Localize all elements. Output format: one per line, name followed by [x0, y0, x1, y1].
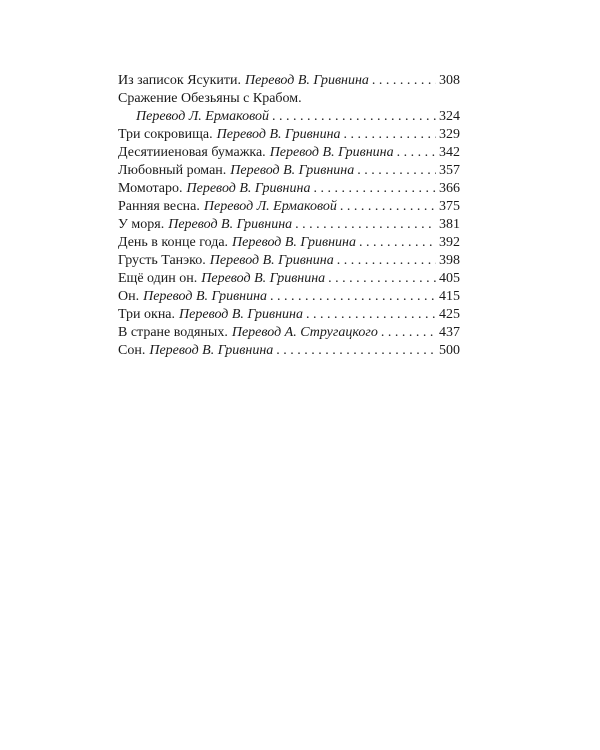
toc-entry-translator: Перевод В. Гривнина: [232, 235, 356, 250]
toc-entry-title: Сражение Обезьяны с Крабом.: [118, 91, 302, 106]
toc-entry[interactable]: [118, 90, 460, 108]
toc-entry-title: Ещё один он.: [118, 271, 198, 286]
toc-entry[interactable]: [118, 162, 460, 180]
toc-dot-leader: [276, 342, 436, 360]
toc-entry-page: 366: [439, 181, 460, 196]
toc-dot-leader: [306, 306, 436, 324]
toc-entry-translator: Перевод В. Гривнина: [168, 217, 293, 232]
toc-entry-title: Любовный роман.: [118, 163, 227, 178]
toc-dot-leader: [313, 180, 436, 198]
toc-entry-title: Десятииеновая бумажка.: [118, 145, 266, 160]
toc-entry-title: Три окна.: [118, 307, 176, 322]
toc-entry-translator: Перевод В. Гривнина: [179, 307, 303, 322]
toc-entry-translator: Перевод В. Гривнина: [209, 253, 334, 268]
toc-entry-page: 375: [439, 199, 460, 214]
table-of-contents: [118, 72, 460, 360]
toc-entry-page: 437: [439, 325, 460, 340]
toc-entry-page: 342: [439, 145, 460, 160]
toc-entry-translator: Перевод В. Гривнина: [216, 127, 341, 142]
toc-entry-page: 308: [439, 73, 460, 88]
toc-entry[interactable]: [118, 234, 460, 252]
toc-entry[interactable]: [118, 144, 460, 162]
toc-entry-translator: Перевод В. Гривнина: [244, 73, 369, 88]
toc-entry[interactable]: [118, 72, 460, 90]
toc-entry-title: Момотаро.: [118, 181, 183, 196]
toc-entry-title: Ранняя весна.: [118, 199, 200, 214]
toc-dot-leader: [357, 162, 436, 180]
toc-entry-page: 500: [439, 343, 460, 358]
toc-entry-translator: Перевод А. Стругацкого: [231, 325, 378, 340]
toc-entry-page: 329: [439, 127, 460, 142]
toc-entry[interactable]: [118, 180, 460, 198]
toc-entry-page: 425: [439, 307, 460, 322]
toc-entry[interactable]: [118, 288, 460, 306]
toc-dot-leader: [381, 324, 436, 342]
toc-entry-translator: Перевод В. Гривнина: [186, 181, 311, 196]
toc-entry-page: 324: [439, 109, 460, 124]
toc-entry-translator: Перевод Л. Ермаковой: [203, 199, 337, 214]
toc-entry-title: День в конце года.: [118, 235, 229, 250]
toc-entry-translator: Перевод Л. Ермаковой: [136, 109, 270, 124]
toc-entry[interactable]: [118, 270, 460, 288]
toc-entry-title: Грусть Танэко.: [118, 253, 206, 268]
toc-entry-title: У моря.: [118, 217, 165, 232]
toc-dot-leader: [295, 216, 436, 234]
toc-entry[interactable]: [118, 324, 460, 342]
toc-dot-leader: [340, 198, 436, 216]
toc-entry-page: 357: [439, 163, 460, 178]
toc-entry[interactable]: [118, 126, 460, 144]
toc-entry-translator: Перевод В. Гривнина: [269, 145, 394, 160]
toc-entry[interactable]: [118, 198, 460, 216]
toc-entry-translator: Перевод В. Гривнина: [230, 163, 355, 178]
toc-dot-leader: [397, 144, 436, 162]
toc-dot-leader: [372, 72, 436, 90]
toc-entry-page: 415: [439, 289, 460, 304]
toc-entry-page: 405: [439, 271, 460, 286]
toc-entry-page: 398: [439, 253, 460, 268]
toc-entry-translator: Перевод В. Гривнина: [149, 343, 274, 358]
toc-entry[interactable]: [118, 252, 460, 270]
toc-entry-page: 381: [439, 217, 460, 232]
toc-entry-translator: Перевод В. Гривнина: [201, 271, 326, 286]
toc-entry-continuation[interactable]: [118, 108, 460, 126]
toc-entry-title: Три сокровища.: [118, 127, 213, 142]
toc-dot-leader: [328, 270, 436, 288]
toc-entry-title: Сон.: [118, 343, 146, 358]
toc-entry-page: 392: [439, 235, 460, 250]
toc-entry-title: В стране водяных.: [118, 325, 228, 340]
toc-dot-leader: [344, 126, 436, 144]
toc-entry[interactable]: [118, 306, 460, 324]
toc-entry[interactable]: [118, 342, 460, 360]
toc-entry[interactable]: [118, 216, 460, 234]
toc-dot-leader: [270, 288, 436, 306]
toc-dot-leader: [359, 234, 436, 252]
toc-dot-leader: [337, 252, 436, 270]
toc-entry-title: Он.: [118, 289, 140, 304]
toc-entry-translator: Перевод В. Гривнина: [143, 289, 268, 304]
toc-dot-leader: [272, 108, 436, 126]
toc-entry-title: Из записок Ясукити.: [118, 73, 241, 88]
